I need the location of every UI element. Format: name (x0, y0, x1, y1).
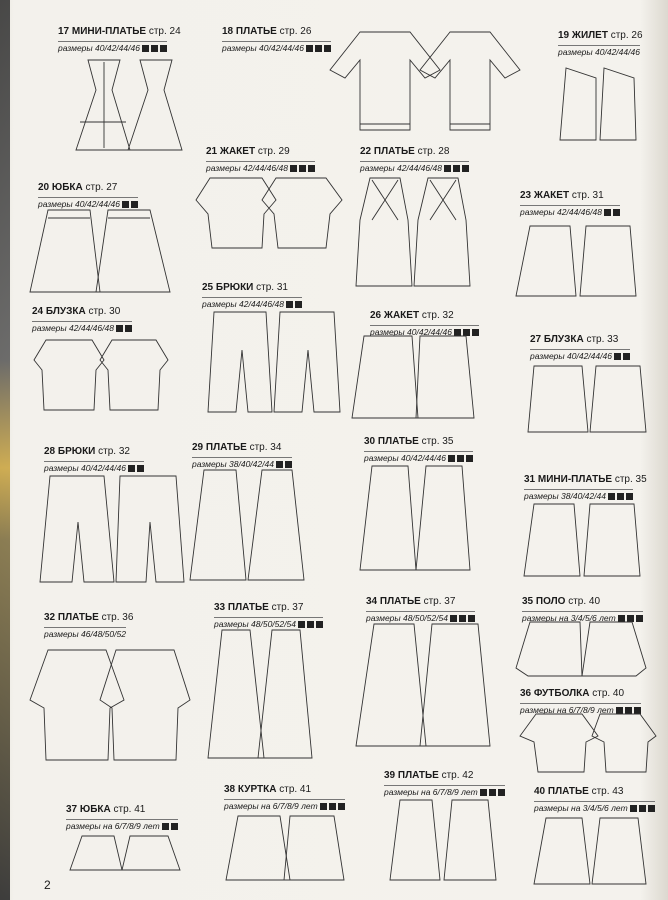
item-sizes: размеры на 3/4/5/6 лет (534, 801, 655, 814)
item-sizes: размеры 42/44/46/48 (360, 161, 469, 174)
item-sizes: размеры 42/44/46/48 (206, 161, 315, 174)
sketch-dress-30 (360, 466, 470, 570)
item-sizes: размеры 48/50/52/54 (214, 617, 323, 630)
sketch-jacket-38 (226, 816, 344, 880)
item-title: 37 ЮБКА стр. 41 (66, 804, 146, 815)
item-sizes: размеры 40/42/44/46 (58, 41, 167, 54)
item-title: 30 ПЛАТЬЕ стр. 35 (364, 436, 454, 447)
item-title: 35 ПОЛО стр. 40 (522, 596, 601, 607)
sketch-blouse-24 (34, 340, 168, 410)
sketch-dress-39 (390, 800, 496, 880)
item-title: 28 БРЮКИ стр. 32 (44, 446, 130, 457)
sketch-skirt-37 (70, 836, 180, 870)
sketch-dress-40 (534, 818, 646, 884)
item-title: 24 БЛУЗКА стр. 30 (32, 306, 121, 317)
sketch-polo-35 (516, 622, 646, 676)
sketch-jacket-21 (196, 178, 342, 248)
item-sizes: размеры 40/42/44/46 (558, 47, 640, 57)
item-sizes: размеры на 6/7/8/9 лет (520, 703, 641, 716)
sketch-vest-19 (560, 68, 636, 140)
item-sizes: размеры на 6/7/8/9 лет (224, 799, 345, 812)
sketch-dress-32 (30, 650, 190, 760)
item-sizes: размеры 42/44/46/48 (202, 297, 302, 310)
sketch-jacket-23 (516, 226, 636, 296)
sketch-jacket-26 (352, 336, 474, 418)
page-number: 2 (44, 878, 51, 892)
item-title: 21 ЖАКЕТ стр. 29 (206, 146, 290, 157)
item-title: 17 МИНИ-ПЛАТЬЕ стр. 24 (58, 26, 181, 37)
item-sizes: размеры 40/42/44/46 (38, 197, 138, 210)
sketch-dress-34 (356, 624, 490, 746)
item-title: 27 БЛУЗКА стр. 33 (530, 334, 619, 345)
item-title: 31 МИНИ-ПЛАТЬЕ стр. 35 (524, 474, 647, 485)
item-title: 20 ЮБКА стр. 27 (38, 182, 118, 193)
sketch-tshirt-36 (520, 714, 656, 772)
item-title: 23 ЖАКЕТ стр. 31 (520, 190, 604, 201)
sketch-skirt-20 (30, 210, 170, 292)
item-sizes: размеры 40/42/44/46 (530, 349, 630, 362)
sketch-mini-dress-31 (524, 504, 640, 576)
sketch-blouse-27 (528, 366, 646, 432)
item-title: 39 ПЛАТЬЕ стр. 42 (384, 770, 474, 781)
item-title: 36 ФУТБОЛКА стр. 40 (520, 688, 625, 699)
sketch-dress-29 (190, 470, 304, 580)
item-sizes: размеры 42/44/46/48 (520, 205, 620, 218)
sketch-dress-22 (356, 178, 470, 286)
sketch-mini-dress-17 (76, 60, 182, 150)
item-sizes: размеры на 3/4/5/6 лет (522, 611, 643, 624)
item-title: 25 БРЮКИ стр. 31 (202, 282, 288, 293)
item-sizes: размеры 46/48/50/52 (44, 629, 126, 639)
item-sizes: размеры на 6/7/8/9 лет (384, 785, 505, 798)
sketch-dress-18 (330, 32, 520, 130)
item-title: 40 ПЛАТЬЕ стр. 43 (534, 786, 624, 797)
item-sizes: размеры 38/40/42/44 (524, 489, 633, 502)
item-sizes: размеры 40/42/44/46 (364, 451, 473, 464)
item-title: 29 ПЛАТЬЕ стр. 34 (192, 442, 282, 453)
item-title: 22 ПЛАТЬЕ стр. 28 (360, 146, 450, 157)
item-title: 32 ПЛАТЬЕ стр. 36 (44, 612, 134, 623)
item-sizes: размеры 38/40/42/44 (192, 457, 292, 470)
item-title: 34 ПЛАТЬЕ стр. 37 (366, 596, 456, 607)
item-title: 26 ЖАКЕТ стр. 32 (370, 310, 454, 321)
sketch-trousers-25 (208, 312, 340, 412)
item-sizes: размеры 40/42/44/46 (44, 461, 144, 474)
item-sizes: размеры 40/42/44/46 (222, 41, 331, 54)
item-title: 38 КУРТКА стр. 41 (224, 784, 312, 795)
sketch-dress-33 (208, 630, 312, 758)
item-title: 18 ПЛАТЬЕ стр. 26 (222, 26, 312, 37)
item-sizes: размеры на 6/7/8/9 лет (66, 819, 178, 832)
item-title: 19 ЖИЛЕТ стр. 26 (558, 30, 643, 41)
item-sizes: размеры 42/44/46/48 (32, 321, 132, 334)
sketch-trousers-28 (40, 476, 184, 582)
item-title: 33 ПЛАТЬЕ стр. 37 (214, 602, 304, 613)
item-sizes: размеры 48/50/52/54 (366, 611, 475, 624)
item-sizes: размеры 40/42/44/46 (370, 325, 479, 338)
